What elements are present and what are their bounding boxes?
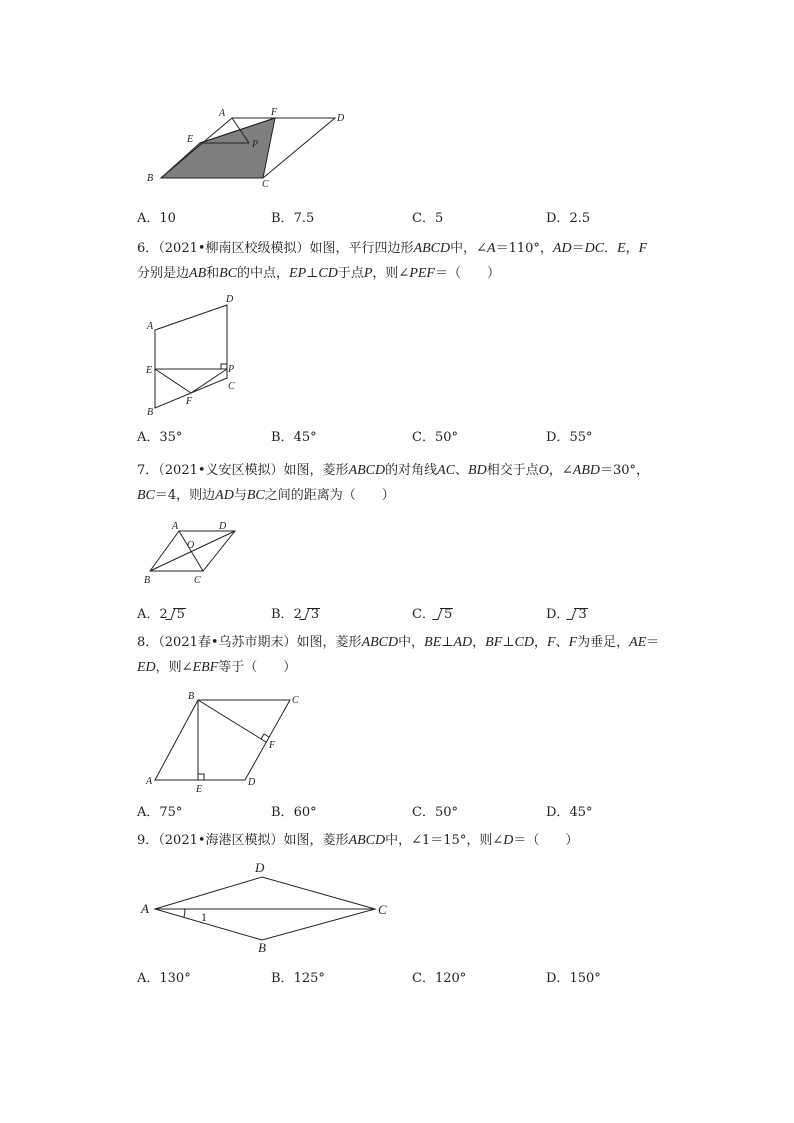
q9-angle-1-arc	[184, 909, 185, 917]
q5-label-a: A	[219, 108, 226, 119]
q6-label-e: E	[146, 365, 153, 376]
q9-option-d[interactable]: D．150°	[546, 971, 601, 986]
q6-option-d[interactable]: D．55°	[546, 430, 593, 445]
q6-label-b: B	[147, 407, 154, 418]
q5-label-d: D	[337, 113, 345, 124]
q9-label-c: C	[378, 902, 387, 917]
q9-label-b: B	[258, 940, 266, 955]
q9-options	[137, 967, 677, 987]
q5-label-f: F	[271, 107, 278, 118]
q7-stem	[137, 458, 677, 508]
q7-options	[137, 603, 677, 623]
q7-label-d: D	[219, 521, 227, 532]
q7-label-o: O	[187, 540, 195, 551]
q8-option-c[interactable]: C．50°	[412, 805, 458, 820]
q5-option-b[interactable]: B．7.5	[271, 211, 315, 226]
q6-segment-fp	[191, 369, 227, 393]
q6-option-a[interactable]: A．35°	[137, 430, 183, 445]
q9-line-1: 9．（2021•海港区模拟）如图，菱形ABCD中，∠1＝15°，则∠D＝（ ）	[137, 833, 579, 848]
q7-option-c[interactable]: C． 5	[412, 607, 453, 622]
q7-option-a[interactable]: A．2 5	[137, 607, 185, 622]
q8-right-angle-mark-e	[198, 774, 204, 780]
q8-option-d[interactable]: D．45°	[546, 805, 593, 820]
q7-label-a: A	[172, 521, 179, 532]
q8-option-b[interactable]: B．60°	[271, 805, 317, 820]
q7-option-b[interactable]: B．2 3	[271, 607, 320, 622]
q5-label-c: C	[262, 179, 269, 190]
q5-label-b: B	[147, 173, 154, 184]
q7-sqrt-b: 3	[302, 607, 319, 622]
q8-stem	[137, 630, 677, 680]
q5-label-e: E	[187, 134, 194, 145]
q5-label-p: P	[252, 139, 259, 150]
q6-segment-ef	[155, 369, 191, 393]
q6-label-a: A	[147, 321, 154, 332]
q8-label-f: F	[269, 740, 276, 751]
q9-label-a: A	[141, 901, 149, 916]
q7-diagonal-ac	[179, 531, 203, 571]
q8-label-c: C	[292, 695, 299, 706]
q7-label-b: B	[144, 575, 151, 586]
q8-segment-bf	[198, 700, 266, 742]
q9-figure	[135, 856, 400, 956]
q9-option-a[interactable]: A．130°	[137, 971, 191, 986]
q8-label-a: A	[146, 776, 153, 787]
q8-label-b: B	[188, 691, 195, 702]
q7-option-d[interactable]: D． 3	[546, 607, 587, 622]
q7-sqrt-d: 3	[569, 607, 586, 622]
q9-label-d: D	[255, 860, 265, 875]
q6-line-2: 分别是边AB和BC的中点，EP⊥CD于点P，则∠PEF＝（ ）	[137, 266, 500, 281]
q5-option-c[interactable]: C．5	[412, 211, 444, 226]
q5-option-d[interactable]: D．2.5	[546, 211, 591, 226]
q7-label-c: C	[194, 575, 201, 586]
q7-sqrt-a: 5	[168, 607, 185, 622]
q5-option-a[interactable]: A．10	[137, 211, 176, 226]
q7-figure	[140, 515, 250, 587]
q8-option-a[interactable]: A．75°	[137, 805, 183, 820]
q8-right-angle-mark-f	[261, 734, 269, 739]
q6-label-p: P	[228, 364, 235, 375]
q6-option-b[interactable]: B．45°	[271, 430, 317, 445]
q5-options	[137, 207, 677, 227]
q8-figure	[140, 688, 310, 796]
q6-right-angle-mark	[221, 364, 227, 369]
q7-line-2: BC＝4，则边AD与BC之间的距离为（ ）	[137, 488, 395, 503]
q6-label-c: C	[228, 381, 235, 392]
q8-label-d: D	[248, 777, 256, 788]
q9-label-angle-1: 1	[201, 910, 207, 924]
q6-option-c[interactable]: C．50°	[412, 430, 458, 445]
q6-options	[137, 426, 677, 446]
q7-line-1: 7．（2021•义安区模拟）如图，菱形ABCD的对角线AC、BD相交于点O，∠ABD＝30°，	[137, 463, 650, 478]
q8-line-1: 8．（2021春•乌苏市期末）如图，菱形ABCD中，BE⊥AD，BF⊥CD，F、F为垂足，AE＝	[137, 635, 660, 650]
q8-options	[137, 801, 677, 821]
q7-diagonal-bd	[150, 531, 235, 571]
q6-line-1: 6．（2021•柳南区校级模拟）如图，平行四边形ABCD中，∠A＝110°，AD＝DC．E，F	[137, 241, 648, 256]
q7-sqrt-c: 5	[435, 607, 452, 622]
q8-line-2: ED，则∠EBF等于（ ）	[137, 660, 297, 675]
q6-figure	[140, 290, 250, 420]
q6-label-d: D	[226, 294, 234, 305]
q6-stem	[137, 236, 677, 286]
q9-option-c[interactable]: C．120°	[412, 971, 467, 986]
q8-label-e: E	[196, 784, 203, 795]
q6-label-f: F	[186, 396, 193, 407]
q9-stem	[137, 828, 677, 853]
q5-figure	[140, 100, 370, 195]
q9-option-b[interactable]: B．125°	[271, 971, 325, 986]
